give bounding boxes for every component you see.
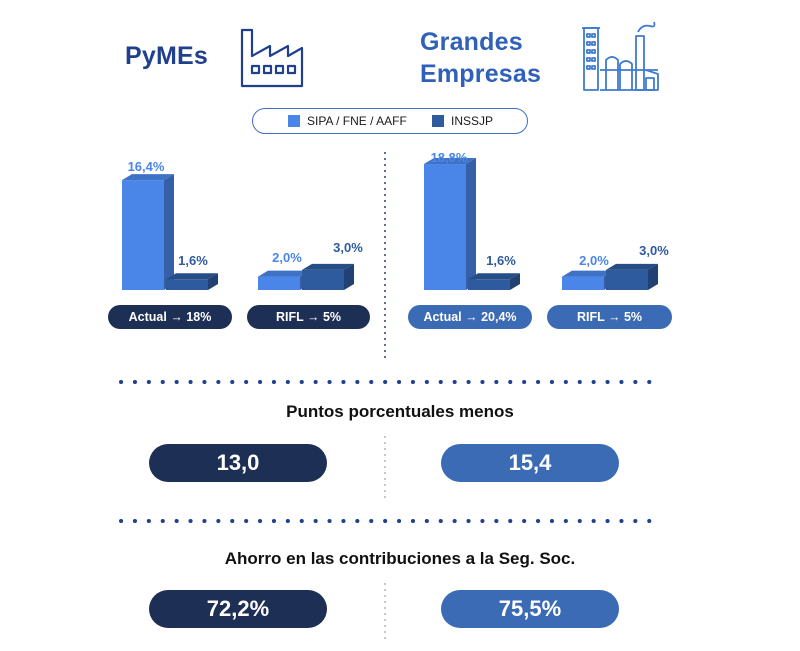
section1-title: Puntos porcentuales menos — [286, 402, 514, 421]
section1-left-pill: 13,0 — [149, 444, 327, 482]
dotted-separator-2 — [118, 518, 652, 524]
pymes-rifl-sipa-label: 2,0% — [272, 250, 302, 265]
pymes-rifl-pill: RIFL → 5% — [247, 305, 370, 329]
pymes-actual-pill: Actual → 18% — [108, 305, 232, 329]
vertical-divider-mid — [383, 436, 387, 498]
grandes-empresas-line2: Empresas — [420, 60, 542, 88]
grandes-actual-pill: Actual → 20,4% — [408, 305, 532, 329]
grandes-rifl-sipa-label: 2,0% — [579, 253, 609, 268]
grandes-rifl-pill: RIFL → 5% — [547, 305, 672, 329]
section2-left-pill: 72,2% — [149, 590, 327, 628]
bar-1-0-0 — [424, 158, 476, 290]
bar-1-0-1 — [468, 273, 520, 290]
dotted-separator-1 — [118, 379, 652, 385]
pymes-actual-inssjp-label: 1,6% — [178, 253, 208, 268]
pymes-actual-sipa-label: 16,4% — [127, 159, 165, 174]
grandes-actual-sipa-label: 18,8% — [430, 150, 468, 165]
bar-0-0-1 — [166, 273, 218, 290]
grandes-empresas-line1: Grandes — [420, 28, 523, 56]
section2-title: Ahorro en las contribuciones a la Seg. Soc. — [224, 549, 576, 568]
section2-right-pill: 75,5% — [441, 590, 619, 628]
vertical-divider-bottom — [383, 583, 387, 643]
legend-label-inssjp: INSSJP — [451, 114, 494, 128]
bar-0-1-1 — [302, 264, 354, 290]
legend-label-sipa: SIPA / FNE / AAFF — [307, 114, 407, 128]
pymes-rifl-inssjp-label: 3,0% — [333, 240, 363, 255]
grandes-rifl-inssjp-label: 3,0% — [639, 243, 669, 258]
section1-right-pill: 15,4 — [441, 444, 619, 482]
pymes-title: PyMEs — [125, 42, 208, 70]
bar-0-0-0 — [122, 174, 174, 290]
grandes-actual-inssjp-label: 1,6% — [486, 253, 516, 268]
